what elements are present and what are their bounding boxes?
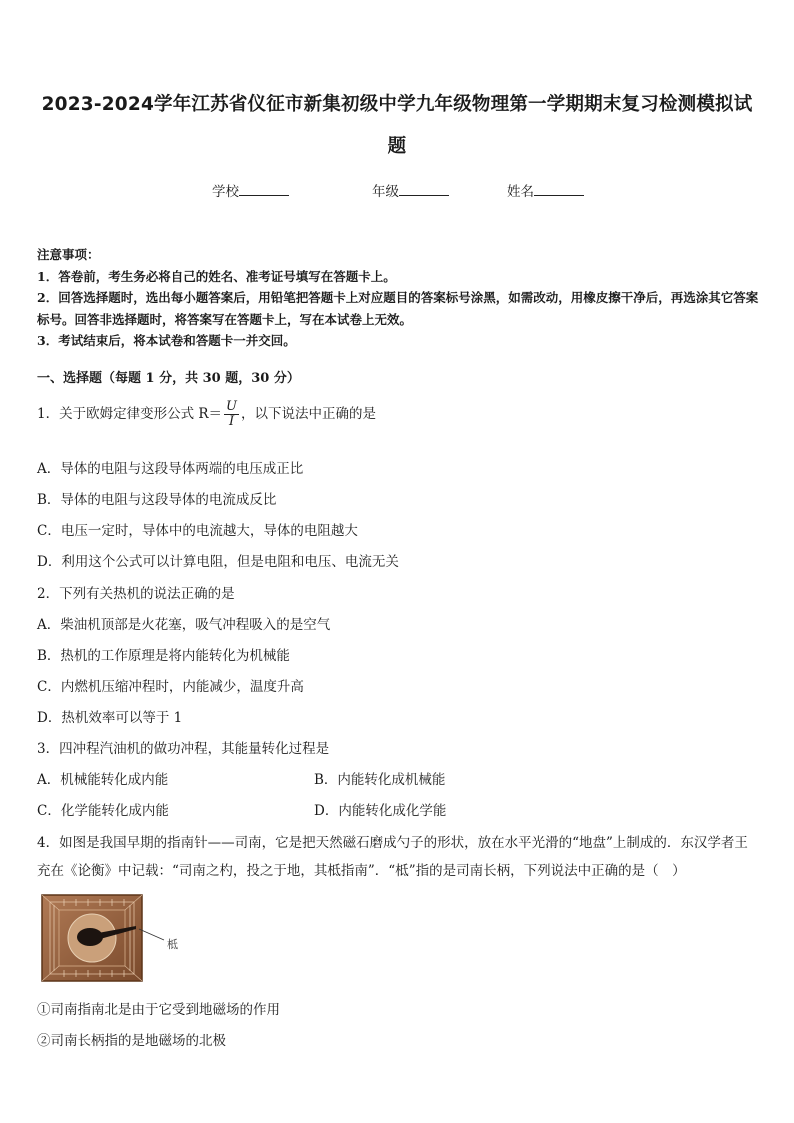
exam-notes xyxy=(37,244,767,352)
q1-option-b[interactable]: B．导体的电阻与这段导体的电流成反比 xyxy=(37,492,277,508)
sinan-compass-figure xyxy=(40,893,186,983)
q2-option-a[interactable]: A．柴油机顶部是火花塞，吸气冲程吸入的是空气 xyxy=(37,617,331,633)
title-line-2: 题 xyxy=(387,136,407,157)
q3-option-c[interactable]: C．化学能转化成内能 xyxy=(37,803,169,819)
grade-label: 年级 xyxy=(372,184,399,200)
title-line-1: 2023-2024学年江苏省仪征市新集初级中学九年级物理第一学期期末复习检测模拟试 xyxy=(41,94,753,115)
school-blank[interactable] xyxy=(239,181,289,196)
question-1-stem xyxy=(37,400,376,429)
q2-option-c[interactable]: C．内燃机压缩冲程时，内能减少，温度升高 xyxy=(37,679,304,695)
q2-option-d[interactable]: D．热机效率可以等于 1 xyxy=(37,710,183,726)
q1-stem-tail: ，以下说法中正确的是 xyxy=(241,406,377,422)
grade-blank[interactable] xyxy=(399,181,449,196)
name-blank[interactable] xyxy=(534,181,584,196)
note-item: 3．考试结束后，将本试卷和答题卡一并交回。 xyxy=(37,333,296,348)
formula-denominator: I xyxy=(228,414,235,429)
name-label: 姓名 xyxy=(507,184,534,200)
question-4-stem: 4．如图是我国早期的指南针——司南，它是把天然磁石磨成勺子的形状，放在水平光滑的“地盘”上制成的．东汉学者王充在《论衡》中记载：“司南之杓，投之于地，其柢指南”．“柢”指的是司南长柄，下列说法中正确的是（ ） xyxy=(37,835,748,879)
question-3-stem: 3．四冲程汽油机的做功冲程，其能量转化过程是 xyxy=(37,741,330,757)
question-2-stem: 2．下列有关热机的说法正确的是 xyxy=(37,586,235,602)
q2-option-b[interactable]: B．热机的工作原理是将内能转化为机械能 xyxy=(37,648,290,664)
student-info-fields xyxy=(0,180,794,202)
q1-option-a[interactable]: A．导体的电阻与这段导体两端的电压成正比 xyxy=(37,461,304,477)
document-title xyxy=(20,84,774,168)
name-field xyxy=(507,180,584,200)
q4-statement-1: ①司南指南北是由于它受到地磁场的作用 xyxy=(37,1002,280,1018)
q1-option-d[interactable]: D．利用这个公式可以计算电阻，但是电阻和电压、电流无关 xyxy=(37,554,399,570)
q1-option-c[interactable]: C．电压一定时，导体中的电流越大，导体的电阻越大 xyxy=(37,523,358,539)
q1-stem-text: 1．关于欧姆定律变形公式 R＝ xyxy=(37,406,223,422)
school-field xyxy=(212,180,289,200)
q4-statement-2: ②司南长柄指的是地磁场的北极 xyxy=(37,1033,226,1049)
grade-field xyxy=(372,180,449,200)
note-item: 1．答卷前，考生务必将自己的姓名、准考证号填写在答题卡上。 xyxy=(37,268,396,284)
figure-label-di: 柢 xyxy=(167,938,178,951)
ohm-formula xyxy=(224,400,239,429)
formula-numerator: U xyxy=(226,399,238,414)
q3-option-a[interactable]: A．机械能转化成内能 xyxy=(37,772,169,788)
notes-heading: 注意事项： xyxy=(37,247,100,262)
school-label: 学校 xyxy=(212,184,239,200)
note-item: 2．回答选择题时，选出每小题答案后，用铅笔把答题卡上对应题目的答案标号涂黑，如需改动，用橡皮擦干净后，再选涂其它答案标号。回答非选择题时，将答案写在答题卡上，写在本试卷上无效。 xyxy=(37,290,759,327)
q3-option-b[interactable]: B．内能转化成机械能 xyxy=(314,772,446,788)
section-heading: 一、选择题（每题 1 分，共 30 题，30 分） xyxy=(37,371,300,386)
q3-option-d[interactable]: D．内能转化成化学能 xyxy=(314,803,447,819)
